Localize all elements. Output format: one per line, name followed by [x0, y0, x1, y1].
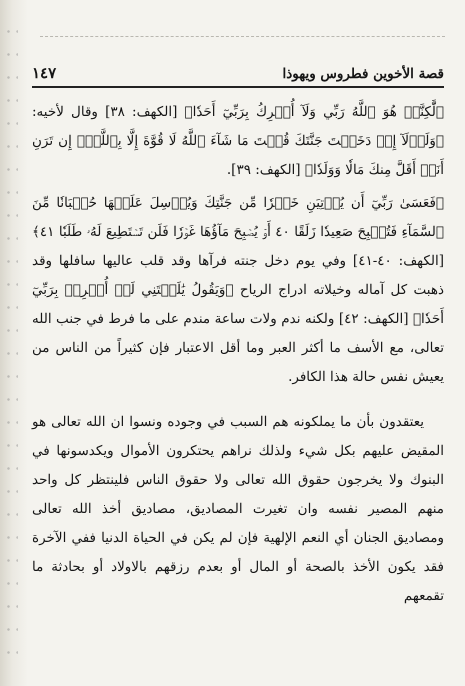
- running-title: قصة الأخوين فطروس ويهوذا: [282, 66, 444, 82]
- scan-top-rule: [40, 36, 445, 37]
- scan-noise: [4, 20, 18, 670]
- paragraph-verse-40-42: ﴿فَعَسَىٰ رَبِّيٓ أَن يُؤۡتِيَنِ خَيۡرٗا مِّن جَنَّتِكَ وَيُرۡسِلَ عَلَيۡهَا حُسۡبَانٗا مِّنَ ٱلسَّمَآءِ فَتُصۡبِحَ صَعِيدٗا زَلَقًا ٤٠ أَوۡ يُصۡبِحَ مَآؤُهَا غَوۡرٗا فَلَن تَسۡتَطِيعَ لَهُۥ طَلَبٗا ٤١﴾ [الكهف: ٤٠-٤١] وفي يوم دخل جنته فرآها وقد قلب عاليها سافلها وقد ذهبت كل آماله وخيلاته ادراج الرياح ﴿وَيَقُولُ يَٰلَيۡتَنِي لَمۡ أُشۡرِكۡ بِرَبِّيٓ أَحَدٗا﴾ [الكهف: ٤٢] ولكنه ندم ولات ساعة مندم على ما فرط في جنب الله تعالى، مع الأسف ما أكثر العبر وما أقل الاعتبار فإن كثيراً من الناس من يعيش نفس حالة هذا الكافر.: [32, 195, 444, 385]
- book-page: [32, 58, 444, 611]
- page-header: [32, 58, 444, 88]
- page-body: [32, 98, 444, 611]
- paragraph-commentary: يعتقدون بأن ما يملكونه هم السبب في وجوده ونسوا ان الله تعالى هو المقيض عليهم بكل شيء ولذلك نراهم يحتكرون الأموال ويكدسونها في البنوك ولا يخرجون حقوق الله تعالى ولا حقوق الناس فلينتظر كل واحد منهم المصير نفسه وان تغيرت المصاديق، مصاديق أخذ الله تعالى ومصاديق الجنان أي النعم الإلهية فإن لم يكن في الحياة الدنيا ففي الآخرة فقد يكون الأخذ بالصحة أو المال أو بعدم رزقهم بالاولاد أو بحادثة ما تقمعهم: [32, 414, 444, 604]
- page-number: ١٤٧: [32, 64, 57, 82]
- paragraph-verse-38-39: ﴿لَّٰكِنَّا۠ هُوَ ٱللَّهُ رَبِّي وَلَآ أُشۡرِكُ بِرَبِّيٓ أَحَدٗا﴾ [الكهف: ٣٨] وقال لأخيه: ﴿وَلَوۡلَآ إِذۡ دَخَلۡتَ جَنَّتَكَ قُلۡتَ مَا شَآءَ ٱللَّهُ لَا قُوَّةَ إِلَّا بِٱللَّهِۚ إِن تَرَنِ أَنَا۠ أَقَلَّ مِنكَ مَالٗا وَوَلَدٗا﴾ [الكهف: ٣٩].: [32, 104, 444, 178]
